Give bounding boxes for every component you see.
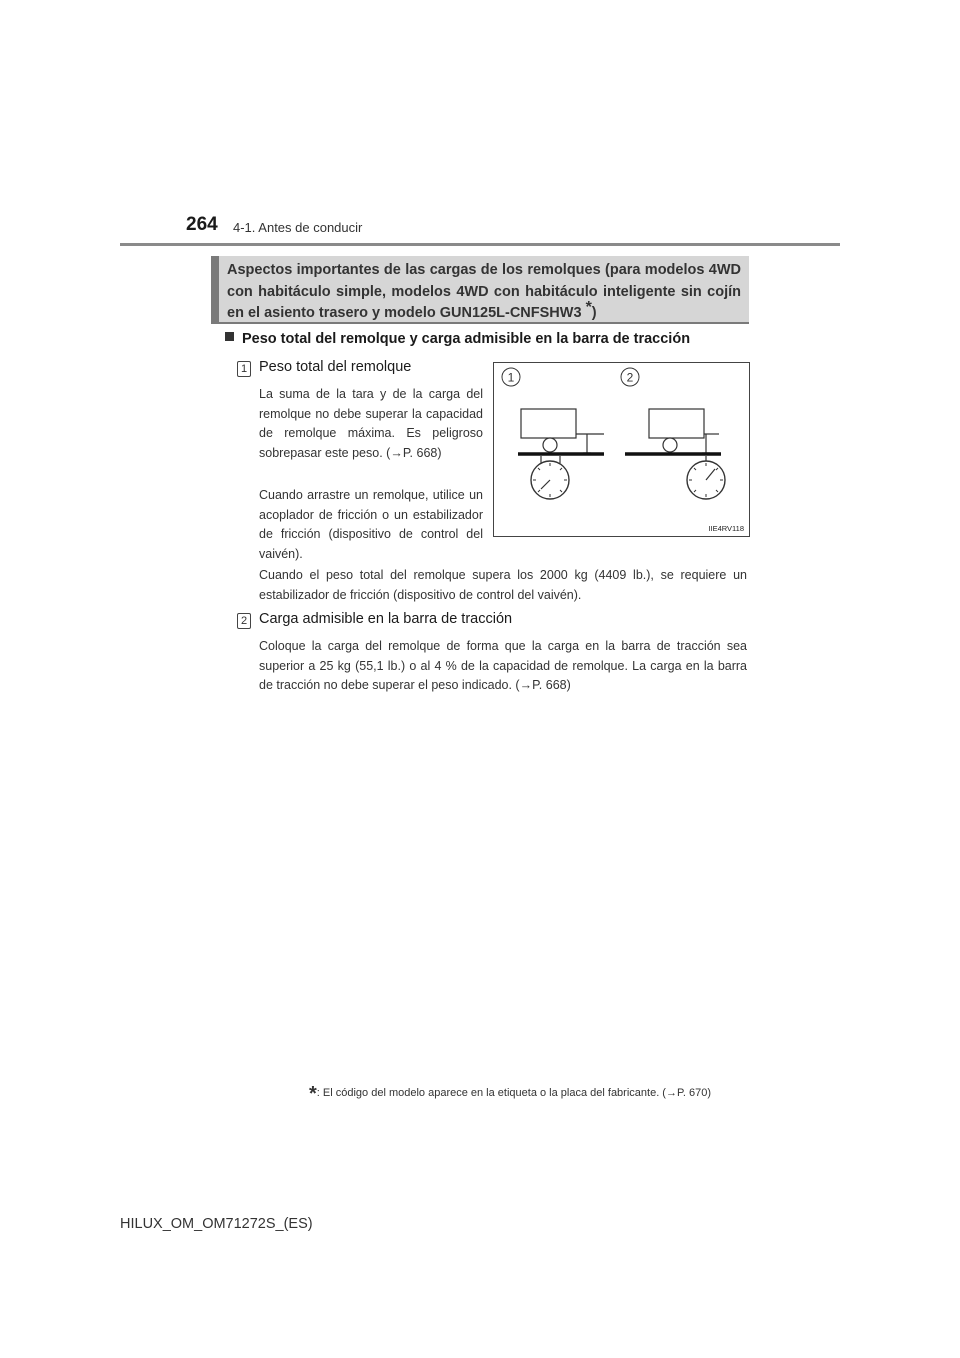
item-1-badge: 1 <box>237 361 251 377</box>
footnote-star: * <box>585 299 592 316</box>
subheading <box>225 331 690 347</box>
item-1-paragraph-1: La suma de la tara y de la carga del remolque no debe superar la capacidad de remolque máxima. Es peligroso sobrepasar este peso. (→P. 668) <box>259 387 483 460</box>
page-number: 264 <box>186 214 218 235</box>
callout-1-label: 1 <box>507 370 515 385</box>
item-1-title: Peso total del remolque <box>259 359 412 375</box>
callout-2-label: 2 <box>626 370 634 385</box>
square-bullet-icon <box>225 332 234 341</box>
item-1-paragraph-3: Cuando el peso total del remolque supera los 2000 kg (4409 lb.), se requiere un estabilizador de fricción (dispositivo de control del vaivén). <box>259 568 747 602</box>
section-title-box <box>211 256 749 324</box>
footnote-text: : El código del modelo aparece en la etiqueta o la placa del fabricante. (→P. 670) <box>316 1087 712 1099</box>
figure-code: IIE4RV118 <box>708 524 744 533</box>
header-rule <box>120 243 840 246</box>
trailer-body-1 <box>521 409 576 438</box>
item-1-paragraph-2: Cuando arrastre un remolque, utilice un acoplador de fricción o un estabilizador de fricción (dispositivo de control del vaivén). <box>259 488 483 561</box>
trailer-wheel-1 <box>543 438 557 452</box>
footnote <box>309 1083 711 1106</box>
footer-model-code: HILUX_OM_OM71272S_(ES) <box>120 1216 313 1232</box>
section-title-text: Aspectos importantes de las cargas de los remolques (para modelos 4WD con habitáculo simple, modelos 4WD con habitáculo inteligente sin cojín en el asiento trasero y modelo GUN125L-CNFSHW3 <box>227 262 741 321</box>
subheading-text: Peso total del remolque y carga admisible en la barra de tracción <box>242 331 691 347</box>
section-title-close: ) <box>591 305 597 321</box>
item-2-badge: 2 <box>237 613 251 629</box>
item-2-title: Carga admisible en la barra de tracción <box>259 611 513 627</box>
item-2-paragraph-1: Coloque la carga del remolque de forma que la carga en la barra de tracción sea superior a 25 kg (55,1 lb.) o al 4 % de la capacidad de remolque. La carga en la barra de tracción no debe superar el peso indicado. (→P. 668) <box>259 639 747 692</box>
section-label: 4-1. Antes de conducir <box>233 220 363 235</box>
trailer-wheel-2 <box>663 438 677 452</box>
section-title <box>227 260 741 325</box>
footnote-star-mark: * <box>309 1083 317 1105</box>
trailer-weight-illustration <box>493 362 750 537</box>
trailer-body-2 <box>649 409 704 438</box>
trailer-diagram <box>494 363 749 536</box>
